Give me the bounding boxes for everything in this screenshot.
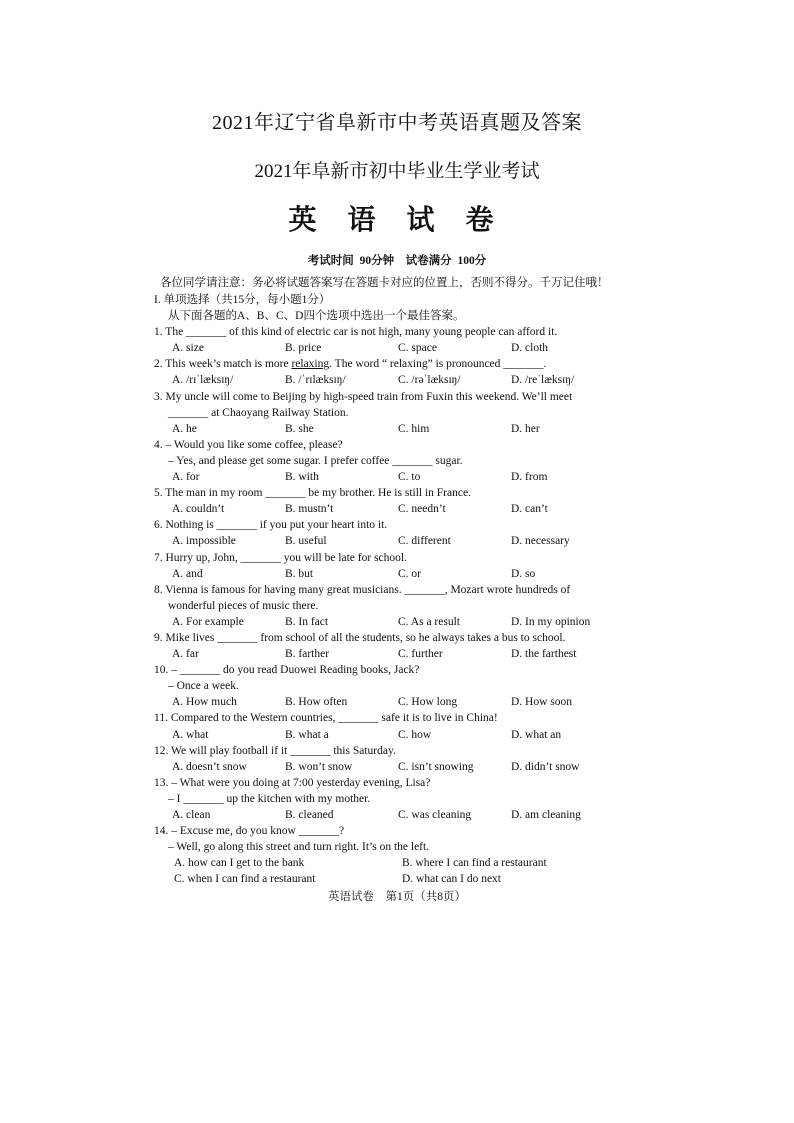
- question-stem: 13. – What were you doing at 7:00 yesterday evening, Lisa?: [154, 776, 431, 789]
- answer-option: A. doesn’t snow: [172, 760, 247, 773]
- notice: 各位同学请注意：务必将试题答案写在答题卡对应的位置上，否则不得分。千万记住哦！: [160, 275, 609, 289]
- answer-option: C. was cleaning: [398, 809, 472, 821]
- answer-option: D. the farthest: [511, 648, 577, 661]
- answer-option: C. further: [398, 648, 443, 661]
- answer-option: B. mustn’t: [285, 503, 334, 516]
- answer-option: A. clean: [172, 809, 211, 821]
- answer-option: C. space: [398, 342, 437, 355]
- answer-option: B. price: [285, 342, 322, 355]
- page-footer: 英语试卷 第1页（共8页）: [328, 891, 466, 903]
- section-instruction: 从下面各题的A、B、C、D四个选项中选出一个最佳答案。: [168, 310, 465, 323]
- question-item: [154, 389, 634, 437]
- options-row: [154, 469, 634, 485]
- question-stem: 9. Mike lives _______ from school of all the students, so he always takes a bus to school.: [154, 631, 566, 644]
- question-item: [154, 517, 634, 549]
- answer-option: C. different: [398, 535, 451, 548]
- answer-option: C. isn’t snowing: [398, 760, 474, 773]
- options-row: [154, 340, 634, 356]
- question-item: [154, 743, 634, 775]
- options-row: [154, 533, 634, 549]
- answer-option: A. what: [172, 728, 209, 741]
- answer-option: D. so: [511, 567, 536, 580]
- question-item: [154, 324, 634, 356]
- question-item: [154, 662, 634, 710]
- subject-title: 英 语 试 卷: [288, 205, 506, 236]
- answer-option: D. from: [511, 471, 548, 484]
- question-item: [154, 437, 634, 485]
- options-row: [154, 646, 634, 662]
- options-row: [154, 807, 634, 823]
- question-stem: 10. – _______ do you read Duowei Reading books, Jack?: [154, 664, 420, 677]
- answer-option: B. she: [285, 422, 314, 435]
- question-stem: 4. – Would you like some coffee, please?: [154, 438, 343, 451]
- question-stem: 6. Nothing is _______ if you put your heart into it.: [154, 519, 388, 532]
- answer-option: D. am cleaning: [511, 809, 581, 821]
- question-list: [154, 324, 634, 887]
- question-item: [154, 630, 634, 662]
- answer-option: A. far: [172, 648, 199, 661]
- options-row: [154, 614, 634, 630]
- options-row: [154, 501, 634, 517]
- question-stem: 7. Hurry up, John, _______ you will be late for school.: [154, 551, 407, 564]
- question-item: [154, 485, 634, 517]
- answer-option: D. cloth: [511, 342, 549, 355]
- answer-option: D. didn’t snow: [511, 760, 580, 773]
- answer-option: C. How long: [398, 696, 458, 709]
- answer-option: D. /reˈlæksɪŋ/: [511, 374, 575, 387]
- options-row: [154, 727, 634, 743]
- answer-option: D. In my opinion: [511, 615, 591, 628]
- question-item: [154, 356, 634, 388]
- question-stem: 3. My uncle will come to Beijing by high-speed train from Fuxin this weekend. We’ll meet: [154, 390, 573, 403]
- exam-title: 2021年阜新市初中毕业生学业考试: [254, 161, 540, 182]
- answer-option: A. how can I get to the bank: [174, 857, 305, 870]
- answer-option: B. but: [285, 567, 314, 580]
- question-item: [154, 582, 634, 630]
- question-stem-continued: – Well, go along this street and turn right. It’s on the left.: [168, 841, 430, 854]
- question-stem: 8. Vienna is famous for having many great musicians. _______, Mozart wrote hundreds of: [154, 583, 571, 596]
- answer-option: C. him: [398, 422, 430, 435]
- answer-option: C. when I can find a restaurant: [174, 873, 316, 886]
- answer-option: C. /rəˈlæksɪŋ/: [398, 374, 461, 387]
- answer-option: A. impossible: [172, 535, 236, 548]
- section-heading: I. 单项选择（共15分，每小题1分）: [154, 294, 331, 306]
- exam-info: 考试时间 90分钟 试卷满分 100分: [307, 255, 487, 267]
- answer-option: B. farther: [285, 648, 330, 661]
- answer-option: A. How much: [172, 696, 237, 709]
- options-row: [154, 759, 634, 775]
- answer-option: B. won’t snow: [285, 760, 353, 773]
- options-row: [154, 372, 634, 388]
- question-stem: 2. This week’s match is more relaxing. The word “ relaxing” is pronounced _______.: [154, 358, 547, 371]
- question-stem-continued: _______ at Chaoyang Railway Station.: [168, 406, 349, 419]
- question-stem: 11. Compared to the Western countries, _______ safe it is to live in China!: [154, 712, 498, 725]
- question-item: [154, 550, 634, 582]
- question-stem: 14. – Excuse me, do you know _______?: [154, 825, 345, 838]
- answer-option: C. or: [398, 567, 421, 580]
- answer-option: D. what an: [511, 728, 562, 741]
- question-stem-continued: – Yes, and please get some sugar. I prefer coffee _______ sugar.: [168, 454, 463, 467]
- question-stem-continued: – I _______ up the kitchen with my mother.: [168, 792, 371, 805]
- options-row: [154, 421, 634, 437]
- question-item: [154, 710, 634, 742]
- answer-option: D. can’t: [511, 503, 548, 516]
- options-row: [154, 855, 634, 871]
- options-row: [154, 566, 634, 582]
- answer-option: B. In fact: [285, 615, 329, 628]
- answer-option: B. with: [285, 471, 319, 484]
- question-stem-continued: wonderful pieces of music there.: [168, 599, 319, 612]
- question-item: [154, 823, 634, 887]
- answer-option: B. where I can find a restaurant: [402, 857, 547, 870]
- answer-option: B. useful: [285, 535, 327, 548]
- question-stem: 5. The man in my room _______ be my brother. He is still in France.: [154, 487, 471, 500]
- options-row: [154, 871, 634, 887]
- answer-option: B. /ˈrɪlæksɪŋ/: [285, 374, 346, 387]
- answer-option: A. he: [172, 422, 197, 435]
- answer-option: C. needn’t: [398, 503, 446, 516]
- answer-option: A. For example: [172, 615, 244, 628]
- answer-option: A. and: [172, 567, 203, 580]
- answer-option: B. How often: [285, 696, 348, 709]
- question-stem: 1. The _______ of this kind of electric car is not high, many young people can afford it.: [154, 326, 558, 339]
- question-item: [154, 775, 634, 823]
- answer-option: C. how: [398, 728, 432, 741]
- document-title: 2021年辽宁省阜新市中考英语真题及答案: [212, 112, 582, 134]
- answer-option: B. cleaned: [285, 809, 334, 821]
- answer-option: A. /rɪˈlæksɪŋ/: [172, 374, 234, 387]
- options-row: [154, 694, 634, 710]
- answer-option: A. size: [172, 342, 204, 355]
- answer-option: D. what can I do next: [402, 873, 501, 886]
- answer-option: C. to: [398, 471, 421, 484]
- answer-option: C. As a result: [398, 615, 460, 628]
- question-stem-continued: – Once a week.: [168, 680, 239, 693]
- question-section: [154, 292, 634, 887]
- answer-option: A. for: [172, 471, 200, 484]
- answer-option: D. How soon: [511, 696, 573, 709]
- answer-option: B. what a: [285, 728, 329, 741]
- answer-option: D. her: [511, 422, 540, 435]
- answer-option: A. couldn’t: [172, 503, 225, 516]
- question-stem: 12. We will play football if it _______ this Saturday.: [154, 744, 396, 757]
- answer-option: D. necessary: [511, 535, 570, 548]
